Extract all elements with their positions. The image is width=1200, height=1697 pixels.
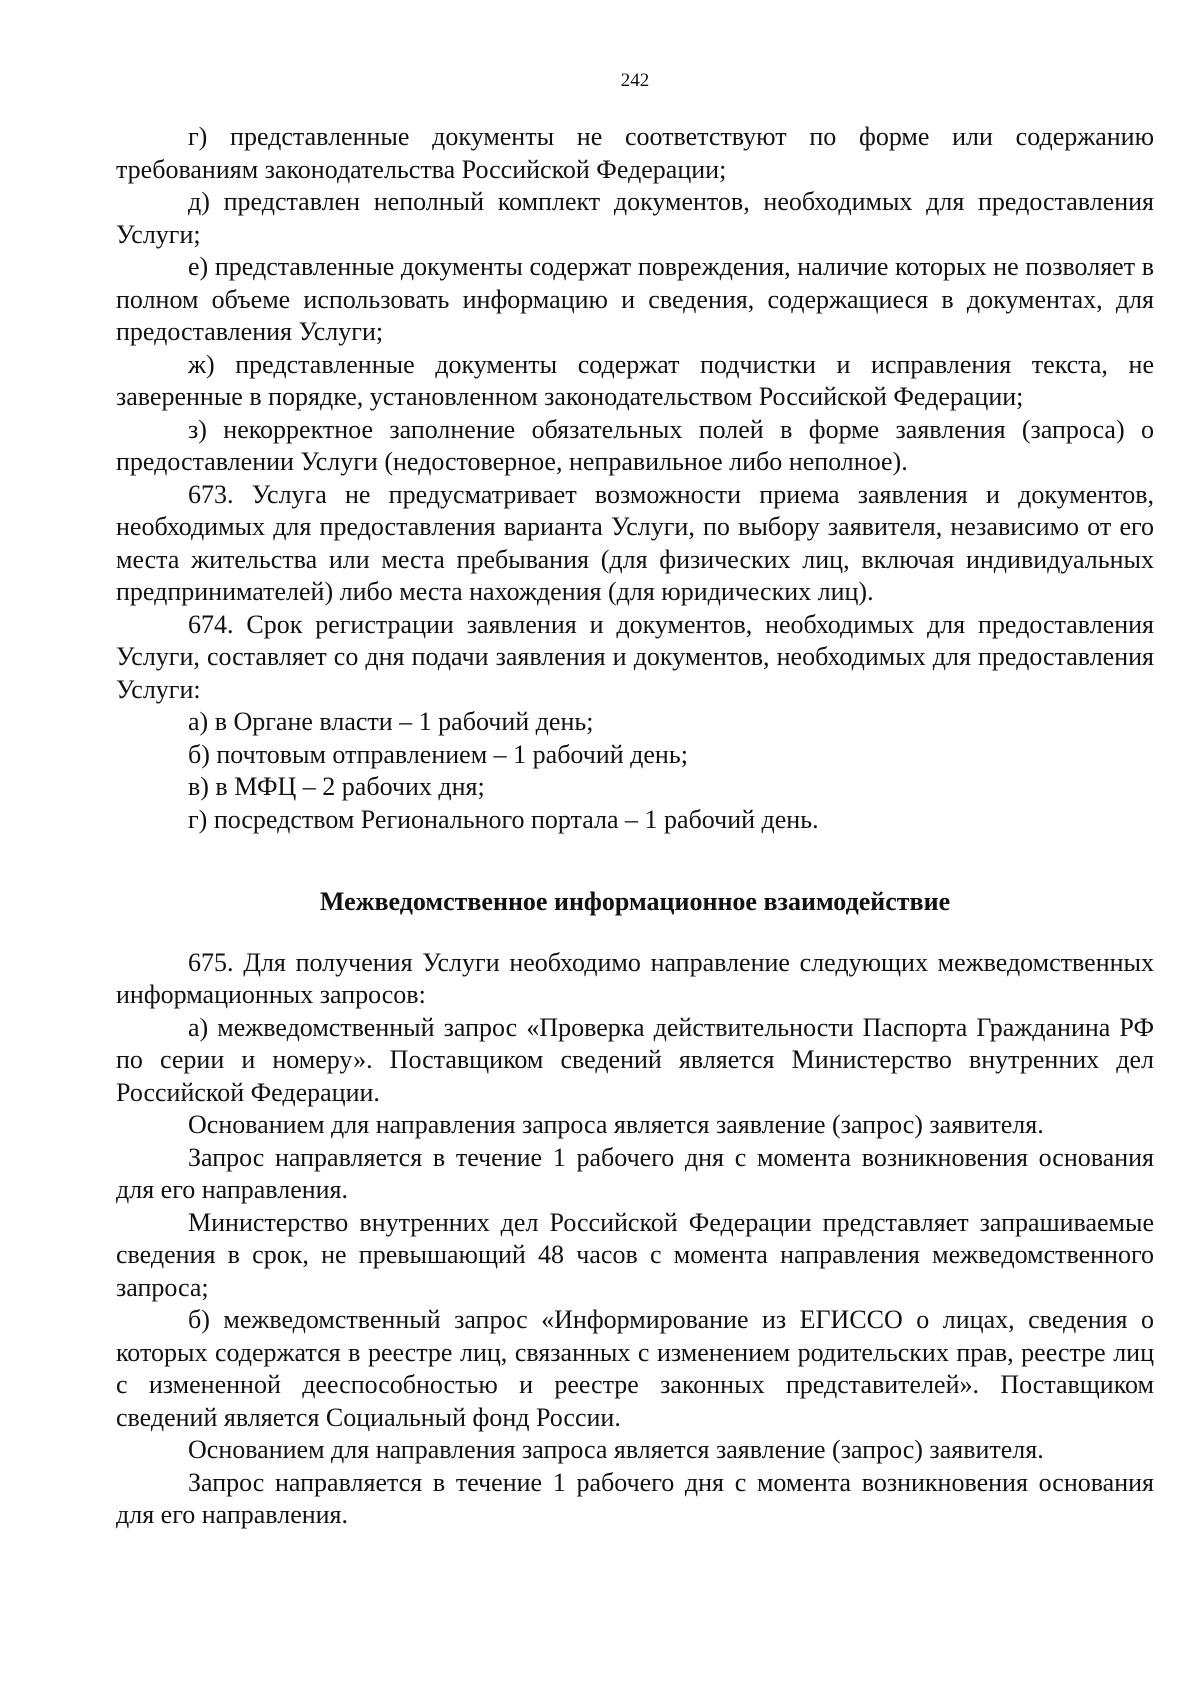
request-item-a: а) межведомственный запрос «Проверка действительности Паспорта Гражданина РФ по серии и номеру». Поставщиком сведений является Министерство внутренних дел Российской Федерации. — [116, 1012, 1154, 1107]
request-item-b: б) межведомственный запрос «Информирование из ЕГИССО о лицах, сведения о которых содержатся в реестре лиц, связанных с изменением родительских прав, реестре лиц с измененной дееспособностью и реестре законных представителей». Поставщиком сведений является Социальный фонд России. — [116, 1305, 1154, 1432]
page-number: 242 — [620, 70, 650, 91]
request-timing-1: Запрос направляется в течение 1 рабочего дня с момента возникновения основания для его направления. — [116, 1142, 1154, 1204]
paragraph-673: 673. Услуга не предусматривает возможности приема заявления и документов, необходимых для предоставления варианта Услуги, по выбору заявителя, независимо от его места жительства или места пребывания (для физических лиц, включая индивидуальных предпринимателей) либо места нахождения (для юридических лиц). — [116, 479, 1154, 606]
list-item-g: г) посредством Регионального портала – 1 рабочий день. — [188, 804, 819, 834]
list-item-a: а) в Органе власти – 1 рабочий день; — [188, 707, 594, 736]
list-item-v: в) в МФЦ – 2 рабочих дня; — [188, 772, 485, 801]
request-basis-1: Основанием для направления запроса является заявление (запрос) заявителя. — [188, 1110, 1044, 1139]
list-item-b: б) почтовым отправлением – 1 рабочий день; — [188, 739, 688, 769]
paragraph-item-z: з) некорректное заполнение обязательных полей в форме заявления (запроса) о предоставлении Услуги (недостоверное, неправильное либо неполное). — [116, 414, 1154, 476]
section-heading: Межведомственное информационное взаимодействие — [319, 887, 951, 916]
ministry-response-term: Министерство внутренних дел Российской Федерации представляет запрашиваемые сведения в срок, не превышающий 48 часов с момента направления межведомственного запроса; — [116, 1207, 1154, 1302]
paragraph-item-zh: ж) представленные документы содержат подчистки и исправления текста, не заверенные в порядке, установленном законодательством Российской Федерации; — [116, 349, 1154, 411]
request-basis-2: Основанием для направления запроса является заявление (запрос) заявителя. — [188, 1435, 1044, 1464]
document-body — [116, 121, 1154, 1532]
paragraph-675: 675. Для получения Услуги необходимо направление следующих межведомственных информационных запросов: — [116, 947, 1154, 1009]
paragraph-item-e: е) представленные документы содержат повреждения, наличие которых не позволяет в полном объеме использовать информацию и сведения, содержащиеся в документах, для предоставления Услуги; — [116, 252, 1154, 346]
request-timing-2: Запрос направляется в течение 1 рабочего дня с момента возникновения основания для его направления. — [116, 1467, 1154, 1529]
paragraph-item-d: д) представлен неполный комплект документов, необходимых для предоставления Услуги; — [116, 187, 1154, 249]
paragraph-674: 674. Срок регистрации заявления и документов, необходимых для предоставления Услуги, составляет со дня подачи заявления и документов, необходимых для предоставления Услуги: — [116, 609, 1154, 704]
paragraph-item-g: г) представленные документы не соответствуют по форме или содержанию требованиям законодательства Российской Федерации; — [116, 122, 1154, 184]
